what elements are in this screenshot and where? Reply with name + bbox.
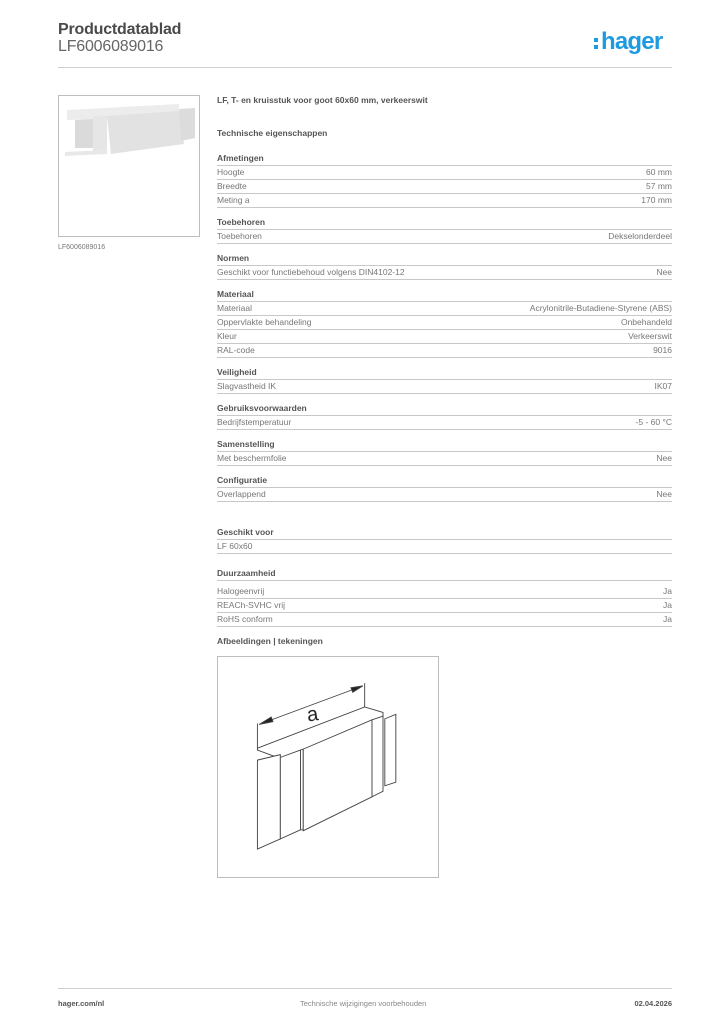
spec-row (217, 344, 672, 358)
section-heading: Configuratie (217, 475, 672, 488)
spec-value: -5 - 60 °C (635, 417, 672, 427)
spec-section (217, 403, 672, 430)
spec-value: Dekselonderdeel (608, 231, 672, 241)
spec-row (217, 540, 672, 554)
spec-label: Kleur (217, 331, 237, 341)
spec-section (217, 153, 672, 208)
main-content (217, 95, 672, 878)
spec-section (217, 475, 672, 502)
logo-colon-icon (594, 35, 598, 49)
technical-drawing (217, 656, 439, 878)
section-heading: Gebruiksvoorwaarden (217, 403, 672, 416)
spec-row (217, 380, 672, 394)
spec-section (217, 367, 672, 394)
dimension-label-a: a (305, 703, 320, 727)
spec-label: REACh-SVHC vrij (217, 600, 286, 610)
spec-value: 9016 (653, 345, 672, 355)
section-heading: Toebehoren (217, 217, 672, 230)
spec-row (217, 302, 672, 316)
spec-value: 60 mm (646, 167, 672, 177)
spec-row (217, 266, 672, 280)
spec-label: RoHS conform (217, 614, 273, 624)
section-sustainability (217, 568, 672, 627)
spec-row (217, 488, 672, 502)
spec-label: Bedrijfstemperatuur (217, 417, 292, 427)
spec-section (217, 217, 672, 244)
product-photo-icon (59, 96, 199, 236)
technical-properties-title: Technische eigenschappen (217, 128, 328, 138)
spec-section (217, 253, 672, 280)
product-description: LF, T- en kruisstuk voor goot 60x60 mm, verkeerswit (217, 95, 428, 105)
spec-value: 170 mm (641, 195, 672, 205)
spec-label: Met beschermfolie (217, 453, 287, 463)
footer-website-link[interactable]: hager.com/nl (58, 999, 105, 1008)
spec-label: Meting a (217, 195, 250, 205)
spec-value: Onbehandeld (620, 317, 672, 327)
spec-label: Slagvastheid IK (217, 381, 277, 391)
footer-date: 02.04.2026 (634, 999, 672, 1008)
spec-label: Overlappend (217, 489, 266, 499)
footer-divider (58, 988, 672, 989)
hager-logo (594, 28, 662, 56)
section-heading: Afmetingen (217, 153, 672, 166)
spec-row (217, 230, 672, 244)
section-heading: Duurzaamheid (217, 568, 672, 581)
section-heading: Samenstelling (217, 439, 672, 452)
spec-row (217, 180, 672, 194)
section-heading: Normen (217, 253, 672, 266)
spec-label: RAL-code (217, 345, 255, 355)
spec-row (217, 585, 672, 599)
section-heading: Materiaal (217, 289, 672, 302)
spec-row (217, 194, 672, 208)
spec-section (217, 439, 672, 466)
spec-value: Acrylonitrile-Butadiene-Styrene (ABS) (529, 303, 672, 313)
spec-label: Geschikt voor functiebehoud volgens DIN4102-12 (217, 267, 405, 277)
spec-value: Nee (656, 267, 672, 277)
section-heading: Veiligheid (217, 367, 672, 380)
spec-label: Oppervlakte behandeling (217, 317, 312, 327)
product-image (58, 95, 200, 237)
spec-row (217, 166, 672, 180)
dimension-drawing-icon (218, 657, 438, 877)
spec-row (217, 316, 672, 330)
header-divider (58, 67, 672, 68)
spec-row (217, 452, 672, 466)
spec-section (217, 289, 672, 358)
spec-label: Hoogte (217, 167, 245, 177)
logo-text: hager (601, 28, 663, 55)
spec-row (217, 599, 672, 613)
header-title: Productdatablad (58, 21, 182, 38)
spec-label: Toebehoren (217, 231, 262, 241)
spec-sections (217, 153, 672, 502)
spec-label: Breedte (217, 181, 247, 191)
spec-label: Halogeenvrij (217, 586, 265, 596)
section-heading: Geschikt voor (217, 527, 672, 540)
spec-value: 57 mm (646, 181, 672, 191)
section-suitable-for (217, 527, 672, 554)
spec-value: Nee (656, 453, 672, 463)
spec-label: LF 60x60 (217, 541, 253, 551)
images-title: Afbeeldingen | tekeningen (217, 636, 323, 646)
footer-disclaimer: Technische wijzigingen voorbehouden (300, 999, 427, 1008)
spec-row (217, 613, 672, 627)
spec-value: Ja (663, 614, 672, 624)
spec-value: Nee (656, 489, 672, 499)
spec-value: Ja (663, 586, 672, 596)
header-product-code: LF6006089016 (58, 38, 164, 55)
spec-row (217, 330, 672, 344)
spec-value: Verkeerswit (628, 331, 672, 341)
product-image-caption: LF6006089016 (58, 244, 106, 251)
spec-label: Materiaal (217, 303, 252, 313)
spec-value: Ja (663, 600, 672, 610)
spec-row (217, 416, 672, 430)
spec-value: IK07 (654, 381, 672, 391)
